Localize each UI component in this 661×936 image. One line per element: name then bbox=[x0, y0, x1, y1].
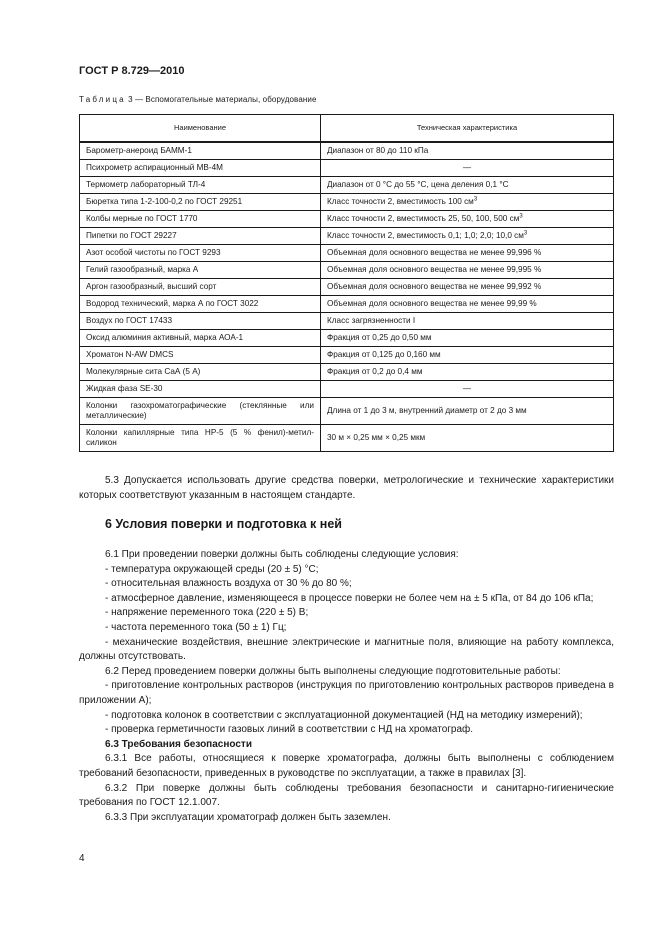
section-6-title: 6 Условия поверки и подготовка к ней bbox=[105, 517, 342, 531]
spec-text: Класс точности 2, вместимость 25, 50, 100, 500 см bbox=[327, 214, 520, 223]
cell-spec: — bbox=[321, 160, 614, 177]
column-header-name: Наименование bbox=[80, 115, 321, 143]
table-row bbox=[80, 245, 614, 262]
cell-name: Колонки капиллярные типа НР-5 (5 % фенил)-метил-силикон bbox=[80, 425, 321, 452]
cell-name: Бюретка типа 1-2-100-0,2 по ГОСТ 29251 bbox=[80, 194, 321, 211]
work-solutions: - приготовление контрольных растворов (инструкция по приготовлению контрольных растворов приведена в приложении А); bbox=[79, 680, 614, 706]
materials-table bbox=[79, 114, 614, 452]
superscript: 3 bbox=[519, 213, 523, 220]
section-6-body bbox=[79, 548, 614, 825]
table-row bbox=[80, 262, 614, 279]
table-row bbox=[80, 381, 614, 398]
cell-spec bbox=[321, 228, 614, 245]
table-row bbox=[80, 364, 614, 381]
cell-name: Колонки газохроматографические (стеклянные или металлические) bbox=[80, 398, 321, 425]
table-caption-text: — Вспомогательные материалы, оборудование bbox=[135, 95, 317, 104]
cell-spec: Объемная доля основного вещества не менее 99,996 % bbox=[321, 245, 614, 262]
table-row bbox=[80, 347, 614, 364]
table-row bbox=[80, 330, 614, 347]
paragraph-6-3-3: 6.3.3 При эксплуатации хроматограф должен быть заземлен. bbox=[105, 811, 391, 823]
cell-name: Водород технический, марка А по ГОСТ 3022 bbox=[80, 296, 321, 313]
table-row bbox=[80, 160, 614, 177]
table-caption-number: 3 bbox=[128, 95, 133, 104]
cell-spec: Класс загрязненности I bbox=[321, 313, 614, 330]
cell-spec: Диапазон от 80 до 110 кПа bbox=[321, 142, 614, 160]
work-columns: - подготовка колонок в соответствии с эксплуатационной документацией (НД на методику измерений); bbox=[105, 709, 583, 721]
condition-interference: - механические воздействия, внешние электрические и магнитные поля, влияющие на работу комплекса, должны отсутствовать. bbox=[79, 636, 614, 663]
paragraph-6-3-2: 6.3.2 При поверке должны быть соблюдены требования безопасности и санитарно-гигиенические требования по ГОСТ 12.1.007. bbox=[79, 782, 614, 809]
superscript: 3 bbox=[523, 230, 528, 237]
work-gas-lines: - проверка герметичности газовых линий в соответствии с НД на хроматограф. bbox=[105, 724, 474, 736]
cell-name: Жидкая фаза SE-30 bbox=[80, 381, 321, 398]
paragraph-6-3-1: 6.3.1 Все работы, относящиеся к поверке хроматографа, должны быть выполнены с соблюдением требований безопасности, приведенных в руководстве по эксплуатации, а также в правилах [3]. bbox=[79, 753, 614, 779]
table-row bbox=[80, 398, 614, 425]
cell-spec: Объемная доля основного вещества не менее 99,992 % bbox=[321, 279, 614, 296]
condition-temperature: - температура окружающей среды (20 ± 5) °С; bbox=[105, 563, 319, 575]
spec-text: Класс точности 2, вместимость 0,1; 1,0; 2,0; 10,0 см bbox=[327, 231, 524, 240]
table-row bbox=[80, 228, 614, 245]
table-row bbox=[80, 177, 614, 194]
table-row bbox=[80, 296, 614, 313]
cell-spec: Фракция от 0,2 до 0,4 мм bbox=[321, 364, 614, 381]
cell-name: Азот особой чистоты по ГОСТ 9293 bbox=[80, 245, 321, 262]
cell-spec: Фракция от 0,25 до 0,50 мм bbox=[321, 330, 614, 347]
table-row bbox=[80, 279, 614, 296]
cell-name: Хроматон N-AW DMCS bbox=[80, 347, 321, 364]
condition-frequency: - частота переменного тока (50 ± 1) Гц; bbox=[105, 621, 287, 633]
table-row bbox=[80, 142, 614, 160]
cell-spec: Объемная доля основного вещества не менее 99,995 % bbox=[321, 262, 614, 279]
table-caption bbox=[79, 95, 317, 104]
condition-pressure: - атмосферное давление, изменяющееся в процессе поверки не более чем на ± 5 кПа, от 84 до 106 кПа; bbox=[105, 592, 594, 604]
superscript: 3 bbox=[473, 196, 478, 203]
subsection-6-3-title: 6.3 Требования безопасности bbox=[105, 738, 252, 750]
spec-text: Класс точности 2, вместимость 100 см bbox=[327, 197, 474, 206]
cell-name: Оксид алюминия активный, марка АОА-1 bbox=[80, 330, 321, 347]
cell-spec: Объемная доля основного вещества не менее 99,99 % bbox=[321, 296, 614, 313]
cell-name: Гелий газообразный, марка А bbox=[80, 262, 321, 279]
condition-humidity: - относительная влажность воздуха от 30 % до 80 %; bbox=[105, 578, 352, 590]
table-caption-label: Таблица bbox=[79, 95, 126, 104]
cell-name: Психрометр аспирационный МВ-4М bbox=[80, 160, 321, 177]
table-header-row bbox=[80, 115, 614, 143]
cell-spec: Фракция от 0,125 до 0,160 мм bbox=[321, 347, 614, 364]
paragraph-6-1: 6.1 При проведении поверки должны быть соблюдены следующие условия: bbox=[105, 549, 459, 560]
document-header: ГОСТ Р 8.729—2010 bbox=[79, 65, 185, 77]
cell-name: Барометр-анероид БАММ-1 bbox=[80, 142, 321, 160]
page-number: 4 bbox=[79, 853, 85, 864]
cell-spec: 30 м × 0,25 мм × 0,25 мкм bbox=[321, 425, 614, 452]
paragraph-5-3-block bbox=[79, 474, 614, 503]
cell-name: Колбы мерные по ГОСТ 1770 bbox=[80, 211, 321, 228]
cell-spec: Длина от 1 до 3 м, внутренний диаметр от 2 до 3 мм bbox=[321, 398, 614, 425]
cell-name: Аргон газообразный, высший сорт bbox=[80, 279, 321, 296]
condition-voltage: - напряжение переменного тока (220 ± 5) В; bbox=[105, 607, 309, 619]
table-row bbox=[80, 194, 614, 211]
cell-name: Пипетки по ГОСТ 29227 bbox=[80, 228, 321, 245]
table-row bbox=[80, 313, 614, 330]
cell-spec bbox=[321, 194, 614, 211]
paragraph-5-3: 5.3 Допускается использовать другие средства поверки, метрологические и технические характеристики которых соответствуют указанным в настоящем стандарте. bbox=[79, 475, 614, 501]
cell-spec: Диапазон от 0 °С до 55 °С, цена деления 0,1 °С bbox=[321, 177, 614, 194]
cell-spec: — bbox=[321, 381, 614, 398]
paragraph-6-2: 6.2 Перед проведением поверки должны быть выполнены следующие подготовительные работы: bbox=[105, 665, 561, 677]
cell-name: Термометр лабораторный ТЛ-4 bbox=[80, 177, 321, 194]
column-header-spec: Техническая характеристика bbox=[321, 115, 614, 143]
cell-name: Воздух по ГОСТ 17433 bbox=[80, 313, 321, 330]
cell-spec bbox=[321, 211, 614, 228]
table-row bbox=[80, 211, 614, 228]
table-row bbox=[80, 425, 614, 452]
cell-name: Молекулярные сита СаА (5 А) bbox=[80, 364, 321, 381]
